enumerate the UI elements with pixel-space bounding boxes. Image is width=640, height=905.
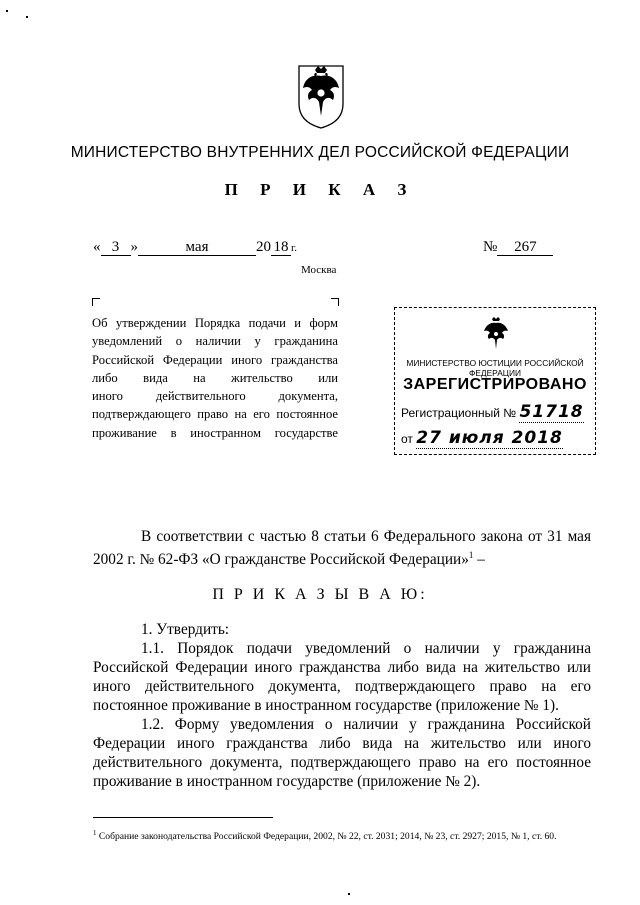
stamp-ministry: МИНИСТЕРСТВО ЮСТИЦИИ РОССИЙСКОЙ ФЕДЕРАЦИИ <box>406 358 584 378</box>
stamp-registered: ЗАРЕГИСТРИРОВАНО <box>403 376 587 393</box>
open-quote: « <box>93 239 101 255</box>
order-title <box>92 314 338 442</box>
title-line: уведомлений о наличии у гражданина <box>92 334 338 349</box>
document-type: П Р И К А З <box>224 180 416 199</box>
stamp-date-line <box>401 428 563 448</box>
title-corner-right <box>331 298 339 306</box>
stamp-number-line <box>401 402 584 422</box>
city: Москва <box>301 264 337 276</box>
preamble-text: В соответствии с частью 8 статьи 6 Федерального закона от 31 мая 2002 г. № 62-ФЗ «О гражданстве Российской Федерации» <box>93 528 591 569</box>
stamp-date-label: от <box>401 432 413 446</box>
title-line: Российской Федерации иного гражданства <box>92 352 338 367</box>
stamp-reg-number: 51718 <box>519 402 584 422</box>
item-1-1: 1.1. Порядок подачи уведомлений о наличии у гражданина Российской Федерации иного гражданства либо вида на жительство или иного действительного документа, подтверждающего право на его постоянное проживание в иностранном государстве (приложение № 1). <box>93 640 591 714</box>
title-corner-left <box>92 298 100 306</box>
ministry-name: МИНИСТЕРСТВО ВНУТРЕННИХ ДЕЛ РОССИЙСКОЙ ФЕДЕРАЦИИ <box>70 144 570 161</box>
stamp-reg-label: Регистрационный № <box>401 406 517 420</box>
footnote-mark: 1 <box>93 829 97 837</box>
order-number: 267 <box>497 239 553 256</box>
stamp-reg-date: 27 июля 2018 <box>416 428 563 448</box>
eagle-emblem-icon <box>295 60 347 130</box>
footnote-separator <box>93 817 273 818</box>
order-word: П Р И К А З Ы В А Ю: <box>212 586 428 603</box>
registration-stamp <box>394 307 596 455</box>
scan-speck <box>26 16 28 18</box>
title-line: подтверждающего право на его постоянное <box>92 407 338 422</box>
order-month: мая <box>138 239 256 256</box>
title-line: либо вида на жительство или <box>92 370 338 385</box>
footnote-text: Собрание законодательства Российской Федерации, 2002, № 22, ст. 2031; 2014, № 23, ст. 2927; 2015, № 1, ст. 60. <box>96 831 557 843</box>
close-quote: » <box>130 239 138 255</box>
order-day: 3 <box>101 239 131 256</box>
preamble <box>93 527 591 569</box>
item-1-2: 1.2. Форму уведомления о наличии у гражданина Российской Федерации иного гражданства либо вида на жительство или иного действительного документа, подтверждающего право на его постоянное проживание в иностранном государстве (приложение № 2). <box>93 716 591 790</box>
title-line: иного действительного документа, <box>92 389 338 404</box>
scan-speck <box>6 10 8 12</box>
preamble-footnote-mark: 1 <box>468 550 474 560</box>
number-sign: № <box>483 239 498 255</box>
order-number-line <box>483 239 553 256</box>
preamble-dash: – <box>473 551 485 569</box>
title-line: Об утверждении Порядка подачи и форм <box>92 316 338 330</box>
order-year: 18 <box>271 239 291 256</box>
scan-speck <box>348 893 350 895</box>
title-line: проживание в иностранном государстве <box>92 425 338 440</box>
footnote <box>93 827 591 843</box>
year-abbr: г. <box>291 242 298 254</box>
item-1: 1. Утвердить: <box>141 621 230 638</box>
stamp-eagle-icon <box>481 316 511 354</box>
date-line <box>93 239 297 256</box>
year-prefix: 20 <box>256 239 271 255</box>
